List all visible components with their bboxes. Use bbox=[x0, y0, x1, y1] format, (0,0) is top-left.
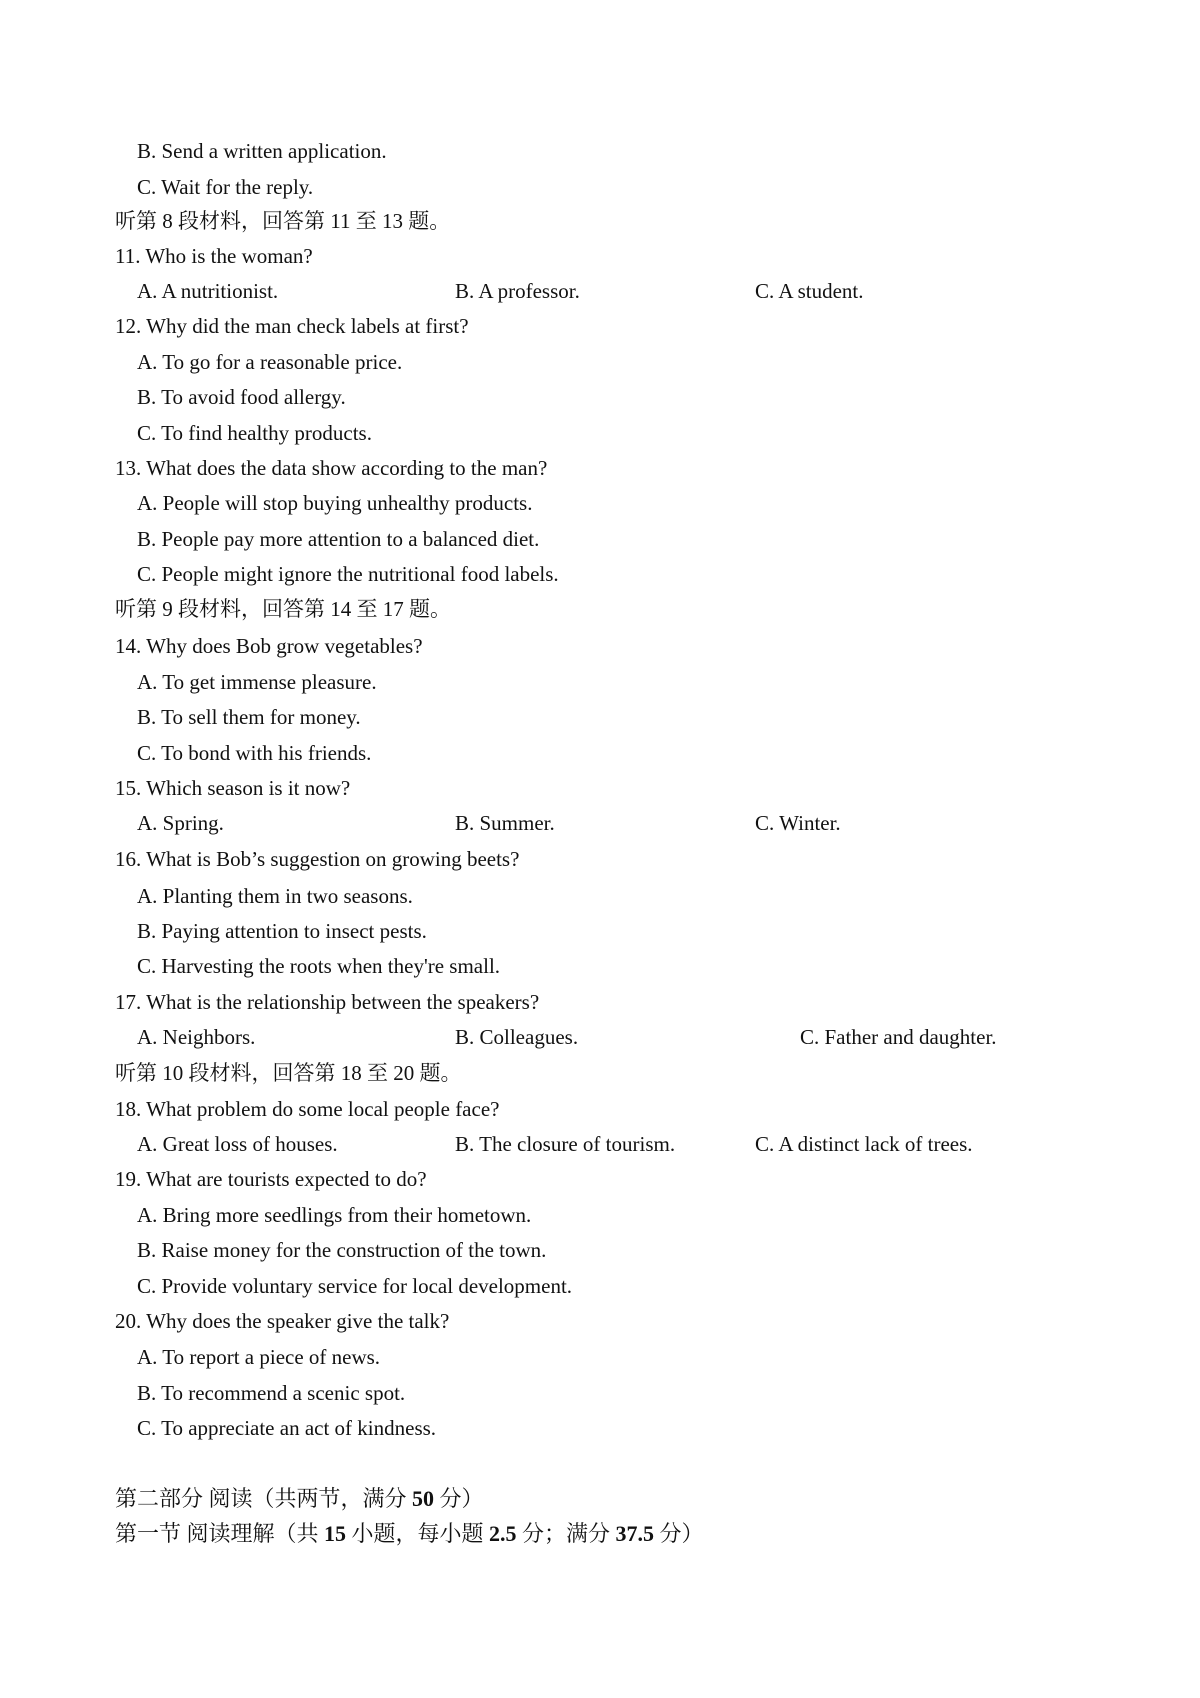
option-a: A. A nutritionist. bbox=[137, 279, 279, 303]
option-c: C. To appreciate an act of kindness. bbox=[137, 1416, 437, 1440]
option-b: B. To sell them for money. bbox=[137, 705, 361, 729]
option-b: B. Send a written application. bbox=[137, 139, 387, 163]
option-b: B. Raise money for the construction of the town. bbox=[137, 1238, 547, 1262]
option-a: A. Spring. bbox=[137, 811, 224, 835]
option-a: A. To get immense pleasure. bbox=[137, 670, 377, 694]
option-b: B. Summer. bbox=[455, 811, 555, 835]
option-c: C. To bond with his friends. bbox=[137, 741, 372, 765]
option-a: A. Planting them in two seasons. bbox=[137, 884, 413, 908]
option-c: C. A distinct lack of trees. bbox=[755, 1132, 973, 1156]
option-c: C. Winter. bbox=[755, 811, 841, 835]
option-b: B. Paying attention to insect pests. bbox=[137, 919, 427, 943]
option-c: C. To find healthy products. bbox=[137, 421, 372, 445]
section-title-text-3: 分；满分 bbox=[516, 1521, 616, 1546]
section-title bbox=[115, 1521, 704, 1547]
section-heading: 听第 10 段材料，回答第 18 至 20 题。 bbox=[115, 1061, 462, 1085]
question-stem: 17. What is the relationship between the speakers? bbox=[115, 990, 540, 1014]
option-a: A. People will stop buying unhealthy products. bbox=[137, 491, 533, 515]
option-c: C. Wait for the reply. bbox=[137, 175, 314, 199]
option-c: C. Father and daughter. bbox=[800, 1025, 997, 1049]
option-a: A. To report a piece of news. bbox=[137, 1345, 381, 1369]
section-title-text: 第一节 阅读理解（共 bbox=[115, 1521, 325, 1546]
question-stem: 11. Who is the woman? bbox=[115, 244, 313, 268]
points-each: 2.5 bbox=[489, 1521, 517, 1546]
question-stem: 14. Why does Bob grow vegetables? bbox=[115, 634, 423, 658]
option-a: A. Bring more seedlings from their hometown. bbox=[137, 1203, 532, 1227]
option-a: A. Neighbors. bbox=[137, 1025, 256, 1049]
question-stem: 18. What problem do some local people face? bbox=[115, 1097, 500, 1121]
points-total: 37.5 bbox=[615, 1521, 655, 1546]
option-b: B. Colleagues. bbox=[455, 1025, 579, 1049]
section-heading: 听第 8 段材料，回答第 11 至 13 题。 bbox=[115, 209, 451, 233]
option-b: B. The closure of tourism. bbox=[455, 1132, 676, 1156]
question-stem: 12. Why did the man check labels at first? bbox=[115, 314, 469, 338]
question-stem: 13. What does the data show according to the man? bbox=[115, 456, 548, 480]
option-c: C. A student. bbox=[755, 279, 864, 303]
option-b: B. To avoid food allergy. bbox=[137, 385, 346, 409]
option-c: C. People might ignore the nutritional food labels. bbox=[137, 562, 559, 586]
part-title bbox=[115, 1486, 484, 1512]
option-c: C. Harvesting the roots when they're small. bbox=[137, 954, 501, 978]
question-count: 15 bbox=[324, 1521, 347, 1546]
option-c: C. Provide voluntary service for local development. bbox=[137, 1274, 573, 1298]
option-b: B. To recommend a scenic spot. bbox=[137, 1381, 406, 1405]
section-heading: 听第 9 段材料，回答第 14 至 17 题。 bbox=[115, 597, 451, 621]
option-a: A. To go for a reasonable price. bbox=[137, 350, 403, 374]
part-title-suffix: 分） bbox=[434, 1486, 484, 1511]
question-stem: 16. What is Bob’s suggestion on growing beets? bbox=[115, 847, 520, 871]
section-title-suffix: 分） bbox=[654, 1521, 704, 1546]
question-stem: 20. Why does the speaker give the talk? bbox=[115, 1309, 450, 1333]
option-b: B. A professor. bbox=[455, 279, 580, 303]
option-a: A. Great loss of houses. bbox=[137, 1132, 338, 1156]
part-title-score: 50 bbox=[412, 1486, 435, 1511]
option-b: B. People pay more attention to a balanced diet. bbox=[137, 527, 540, 551]
part-title-text: 第二部分 阅读（共两节，满分 bbox=[115, 1486, 413, 1511]
question-stem: 19. What are tourists expected to do? bbox=[115, 1167, 427, 1191]
question-stem: 15. Which season is it now? bbox=[115, 776, 351, 800]
section-title-text-2: 小题，每小题 bbox=[346, 1521, 490, 1546]
